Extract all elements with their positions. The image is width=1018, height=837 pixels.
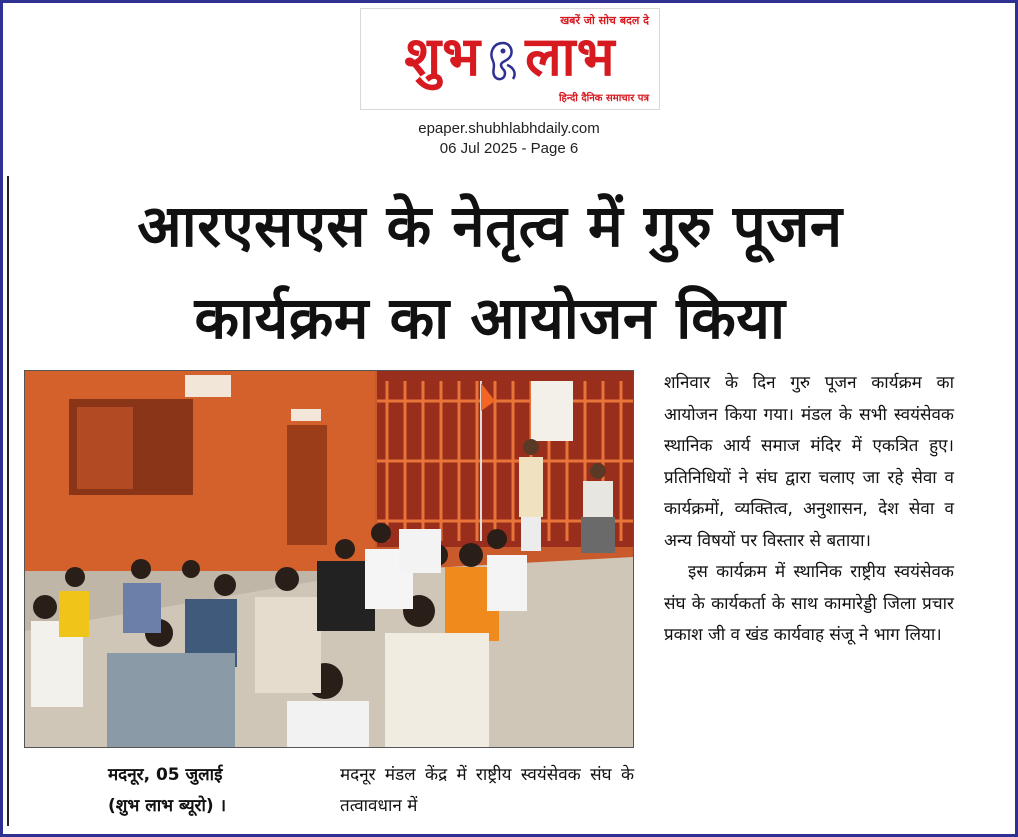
- article-headline: [20, 180, 960, 364]
- article-dateline: [108, 760, 268, 822]
- masthead-tagline: खबरें जो सोच बदल दे: [560, 14, 649, 27]
- headline-line-1: आरएसएस के नेतृत्व में गुरु पूजन: [137, 192, 843, 260]
- column-rule: [7, 176, 9, 826]
- article-photo: [24, 370, 634, 748]
- logo-word-left: शुभ: [404, 24, 482, 88]
- logo-word-right: लाभ: [525, 24, 616, 88]
- article-paragraph-2: इस कार्यक्रम में स्थानिक राष्ट्रीय स्वयंसेवक संघ के कार्यकर्ता के साथ कामारेड्डी जिला प्रचार प्रकाश जी व खंड कार्यवाह संजू ने भाग लिया।: [664, 562, 954, 645]
- dateline-place: मदनूर, 05 जुलाई: [108, 765, 223, 785]
- dateline-source: (शुभ लाभ ब्यूरो) ।: [108, 796, 227, 816]
- edition-date-page: 06 Jul 2025 - Page 6: [439, 140, 579, 157]
- site-url[interactable]: epaper.shubhlabhdaily.com: [418, 120, 600, 137]
- edition-info: [360, 119, 658, 159]
- headline-line-2: कार्यक्रम का आयोजन किया: [194, 284, 786, 352]
- masthead-subtitle: हिन्दी दैनिक समाचार पत्र: [558, 93, 649, 104]
- article-paragraph-1: शनिवार के दिन गुरु पूजन कार्यक्रम का आयोजन किया गया। मंडल के सभी स्वयंसेवक स्थानिक आर्य समाज मंदिर में एकत्रित हुए। प्रतिनिधियों ने संघ द्वारा चलाए जा रहे सेवा व कार्यक्रमों, व्यक्तित्व, अनुशासन, देश सेवा व अन्य विषयों पर विस्तार से बताया।: [664, 373, 954, 551]
- ganesh-emblem-icon: [483, 37, 523, 85]
- masthead: [360, 8, 660, 110]
- article-lead-text: मदनूर मंडल केंद्र में राष्ट्रीय स्वयंसेवक संघ के तत्वावधान में: [340, 765, 634, 816]
- newspaper-logo: [361, 21, 659, 91]
- article-column-right: [664, 368, 954, 652]
